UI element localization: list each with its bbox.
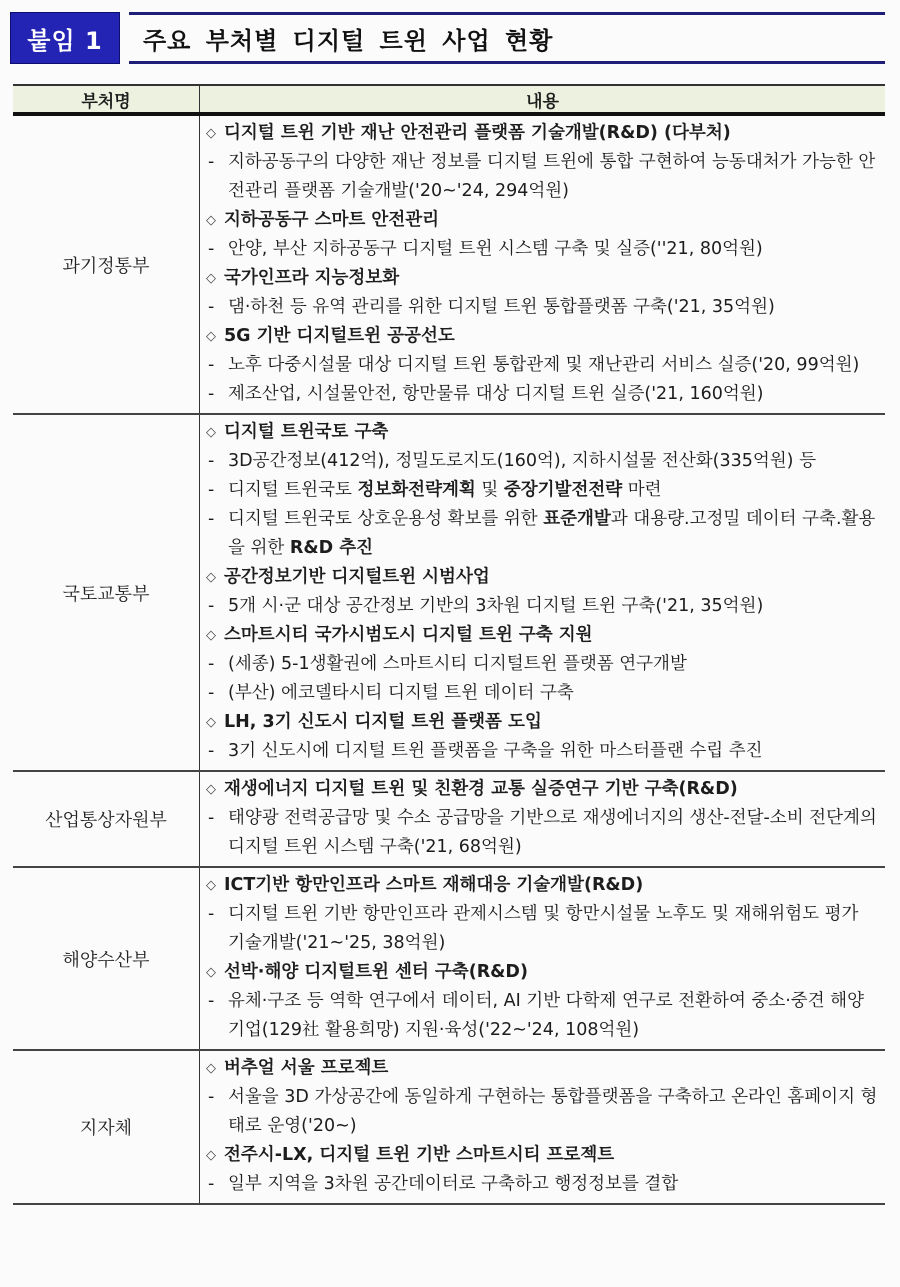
project-title-text: ICT기반 항만인프라 스마트 재해대응 기술개발(R&D) — [224, 875, 644, 895]
project-detail-text: 디지털 트윈국토 정보화전략계획 및 중장기발전전략 마련 — [228, 480, 662, 500]
title-line-top — [129, 12, 885, 15]
diamond-icon: ◇ — [206, 271, 216, 286]
dept-name: 과기정통부 — [13, 114, 200, 414]
column-header-content: 내용 — [200, 85, 886, 114]
project-title — [206, 206, 879, 235]
table-body — [13, 114, 885, 1204]
diamond-icon: ◇ — [206, 628, 216, 643]
project-title — [206, 1054, 879, 1083]
project-detail — [206, 737, 879, 766]
diamond-icon: ◇ — [206, 878, 216, 893]
dept-name: 해양수산부 — [13, 867, 200, 1050]
project-detail-text: 디지털 트윈 기반 항만인프라 관제시스템 및 항만시설물 노후도 및 재해위험도 평가 기술개발('21~'25, 38억원) — [228, 904, 859, 953]
dept-content — [200, 1050, 886, 1204]
diamond-icon: ◇ — [206, 715, 216, 730]
project-title — [206, 418, 879, 447]
diamond-icon: ◇ — [206, 1148, 216, 1163]
diamond-icon: ◇ — [206, 782, 216, 797]
dept-name: 국토교통부 — [13, 414, 200, 771]
project-detail — [206, 476, 879, 505]
dash-bullet: - — [208, 239, 215, 259]
project-title-text: 지하공동구 스마트 안전관리 — [224, 210, 440, 230]
project-title — [206, 563, 879, 592]
project-detail-text: 노후 다중시설물 대상 디지털 트윈 통합관제 및 재난관리 서비스 실증('20, 99억원) — [228, 355, 860, 375]
dash-bullet: - — [208, 152, 215, 172]
project-title-text: 공간정보기반 디지털트윈 시범사업 — [224, 567, 490, 587]
project-detail-text: 지하공동구의 다양한 재난 정보를 디지털 트윈에 통합 구현하여 능동대처가 가능한 안전관리 플랫폼 기술개발('20~'24, 294억원) — [228, 152, 876, 201]
diamond-icon: ◇ — [206, 425, 216, 440]
dept-name: 지자체 — [13, 1050, 200, 1204]
project-title — [206, 871, 879, 900]
dash-bullet: - — [208, 991, 215, 1011]
project-title — [206, 119, 879, 148]
project-detail-text: 댐·하천 등 유역 관리를 위한 디지털 트윈 통합플랫폼 구축('21, 35억원) — [228, 297, 775, 317]
project-detail — [206, 235, 879, 264]
dash-bullet: - — [208, 1174, 215, 1194]
dept-content — [200, 414, 886, 771]
page-title: 주요 부처별 디지털 트윈 사업 현황 — [143, 27, 554, 55]
diamond-icon: ◇ — [206, 1061, 216, 1076]
project-title — [206, 322, 879, 351]
project-detail — [206, 447, 879, 476]
diamond-icon: ◇ — [206, 570, 216, 585]
project-detail — [206, 148, 879, 206]
project-title-text: 선박·해양 디지털트윈 센터 구축(R&D) — [224, 962, 528, 982]
project-detail-text: 5개 시·군 대상 공간정보 기반의 3차원 디지털 트윈 구축('21, 35억원) — [228, 596, 764, 616]
dept-content — [200, 771, 886, 867]
project-title-text: LH, 3기 신도시 디지털 트윈 플랫폼 도입 — [224, 712, 542, 732]
dash-bullet: - — [208, 384, 215, 404]
dept-content — [200, 114, 886, 414]
diamond-icon: ◇ — [206, 213, 216, 228]
project-title-text: 전주시-LX, 디지털 트윈 기반 스마트시티 프로젝트 — [224, 1145, 615, 1165]
project-title-text: 국가인프라 지능정보화 — [224, 268, 400, 288]
project-title — [206, 1141, 879, 1170]
project-title — [206, 958, 879, 987]
project-detail-text: 유체·구조 등 역학 연구에서 데이터, AI 기반 다학제 연구로 전환하여 중소·중견 해양기업(129社 활용희망) 지원·육성('22~'24, 108억원) — [228, 991, 864, 1040]
table-row — [13, 1050, 885, 1204]
project-detail-text: 3기 신도시에 디지털 트윈 플랫폼을 구축을 위한 마스터플랜 수립 추진 — [228, 741, 763, 761]
dash-bullet: - — [208, 480, 215, 500]
project-table — [13, 84, 885, 1205]
project-detail-text: (세종) 5-1생활권에 스마트시티 디지털트윈 플랫폼 연구개발 — [228, 654, 687, 674]
dash-bullet: - — [208, 808, 215, 828]
diamond-icon: ◇ — [206, 329, 216, 344]
dash-bullet: - — [208, 509, 215, 529]
project-detail-text: 태양광 전력공급망 및 수소 공급망을 기반으로 재생에너지의 생산-전달-소비 전단계의 디지털 트윈 시스템 구축('21, 68억원) — [228, 808, 877, 857]
table-row — [13, 867, 885, 1050]
column-header-dept: 부처명 — [13, 85, 200, 114]
dept-name: 산업통상자원부 — [13, 771, 200, 867]
table-row — [13, 114, 885, 414]
table-header-row — [13, 85, 885, 114]
diamond-icon: ◇ — [206, 126, 216, 141]
project-detail — [206, 1083, 879, 1141]
dash-bullet: - — [208, 297, 215, 317]
project-detail — [206, 1170, 879, 1199]
project-detail-text: 3D공간정보(412억), 정밀도로지도(160억), 지하시설물 전산화(335억원) 등 — [228, 451, 816, 471]
project-title-text: 재생에너지 디지털 트윈 및 친환경 교통 실증연구 기반 구축(R&D) — [224, 779, 738, 799]
project-detail — [206, 351, 879, 380]
dash-bullet: - — [208, 741, 215, 761]
table-row — [13, 771, 885, 867]
project-title-text: 디지털 트윈국토 구축 — [224, 422, 389, 442]
project-detail-text: 디지털 트윈국토 상호운용성 확보를 위한 표준개발과 대용량.고정밀 데이터 구축.활용을 위한 R&D 추진 — [228, 509, 876, 558]
project-detail — [206, 505, 879, 563]
project-detail — [206, 650, 879, 679]
project-title-text: 5G 기반 디지털트윈 공공선도 — [224, 326, 455, 346]
project-detail — [206, 380, 879, 409]
project-title — [206, 708, 879, 737]
project-detail — [206, 987, 879, 1045]
project-title-text: 버추얼 서울 프로젝트 — [224, 1058, 389, 1078]
title-line-bottom — [129, 61, 885, 64]
dash-bullet: - — [208, 451, 215, 471]
dash-bullet: - — [208, 654, 215, 674]
project-title-text: 스마트시티 국가시범도시 디지털 트윈 구축 지원 — [224, 625, 593, 645]
project-detail — [206, 900, 879, 958]
dash-bullet: - — [208, 355, 215, 375]
dept-content — [200, 867, 886, 1050]
project-detail — [206, 804, 879, 862]
project-detail — [206, 592, 879, 621]
project-detail — [206, 293, 879, 322]
project-detail-text: (부산) 에코델타시티 디지털 트윈 데이터 구축 — [228, 683, 574, 703]
project-detail-text: 일부 지역을 3차원 공간데이터로 구축하고 행정정보를 결합 — [228, 1174, 679, 1194]
project-title — [206, 621, 879, 650]
project-title — [206, 775, 879, 804]
dash-bullet: - — [208, 1087, 215, 1107]
project-detail-text: 서울을 3D 가상공간에 동일하게 구현하는 통합플랫폼을 구축하고 온라인 홈페이지 형태로 운영('20~) — [228, 1087, 878, 1136]
project-detail — [206, 679, 879, 708]
project-detail-text: 제조산업, 시설물안전, 항만물류 대상 디지털 트윈 실증('21, 160억원) — [228, 384, 764, 404]
title-bar — [10, 12, 885, 64]
dash-bullet: - — [208, 596, 215, 616]
attachment-badge: 붙임 1 — [10, 12, 120, 64]
dash-bullet: - — [208, 683, 215, 703]
project-detail-text: 안양, 부산 지하공동구 디지털 트윈 시스템 구축 및 실증(''21, 80억원) — [228, 239, 763, 259]
table-row — [13, 414, 885, 771]
project-title-text: 디지털 트윈 기반 재난 안전관리 플랫폼 기술개발(R&D) (다부처) — [224, 123, 731, 143]
title-frame — [129, 12, 885, 64]
diamond-icon: ◇ — [206, 965, 216, 980]
dash-bullet: - — [208, 904, 215, 924]
project-title — [206, 264, 879, 293]
